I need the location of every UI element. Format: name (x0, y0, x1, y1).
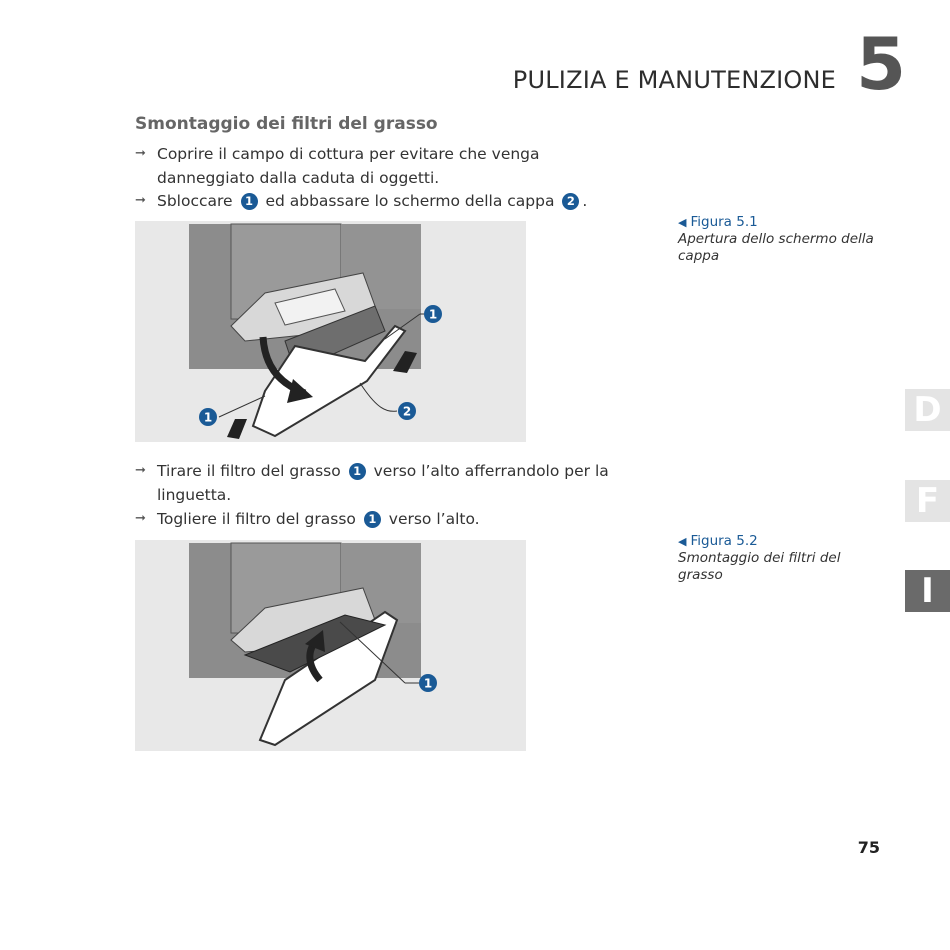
language-tab-i[interactable]: I (905, 570, 950, 612)
section-title: Smontaggio dei filtri del grasso (135, 114, 438, 134)
callout-label: 1 (428, 307, 438, 322)
callout-label: 1 (203, 410, 213, 425)
step-text: verso l’alto. (388, 510, 480, 528)
callout-line (360, 383, 397, 411)
step-text: ed abbassare lo schermo della cappa (265, 192, 555, 210)
callout-badge: 1 (349, 463, 366, 480)
filter-removal-diagram (135, 540, 526, 751)
callout-label: 1 (423, 676, 433, 691)
page-number: 75 (857, 838, 880, 857)
figure-label: Figura 5.1 (690, 214, 758, 230)
instruction-step (135, 459, 645, 507)
callout-badge: 2 (562, 193, 579, 210)
figure-description: Smontaggio dei filtri del grasso (678, 550, 841, 583)
callout-badge: 1 (241, 193, 258, 210)
figure-label: Figura 5.2 (690, 533, 758, 549)
step-text: Sbloccare (157, 192, 233, 210)
arrow-icon: ➞ (135, 146, 146, 161)
hood-opening-diagram (135, 221, 526, 442)
callout-label: 2 (402, 404, 412, 419)
step-text: Coprire il campo di cottura per evitare che venga danneggiato dalla caduta di oggetti. (157, 145, 540, 187)
arrow-icon: ➞ (135, 193, 146, 208)
instruction-step (135, 189, 645, 213)
figure-description: Apertura dello schermo della cappa (678, 231, 874, 264)
step-text: verso l’alto afferrandolo per la linguetta. (157, 462, 609, 504)
down-arrow-icon (227, 419, 247, 439)
step-text: Tirare il filtro del grasso (157, 462, 341, 480)
language-tab-d[interactable]: D (905, 389, 950, 431)
step-text: Togliere il filtro del grasso (157, 510, 356, 528)
caret-left-icon: ◀ (678, 216, 687, 229)
figure-5-1-caption (678, 214, 878, 265)
arrow-icon: ➞ (135, 463, 146, 478)
caret-left-icon: ◀ (678, 535, 687, 548)
figure-5-2-illustration (135, 540, 526, 751)
step-text: . (582, 192, 588, 210)
language-tab-f[interactable]: F (905, 480, 950, 522)
instruction-step (135, 142, 645, 190)
figure-5-1-illustration (135, 221, 526, 442)
arrow-icon: ➞ (135, 511, 146, 526)
callout-badge: 1 (364, 511, 381, 528)
figure-5-2-caption (678, 533, 878, 584)
chapter-number: 5 (856, 22, 907, 106)
instruction-step (135, 507, 645, 531)
page-header-title: PULIZIA E MANUTENZIONE (512, 66, 836, 94)
